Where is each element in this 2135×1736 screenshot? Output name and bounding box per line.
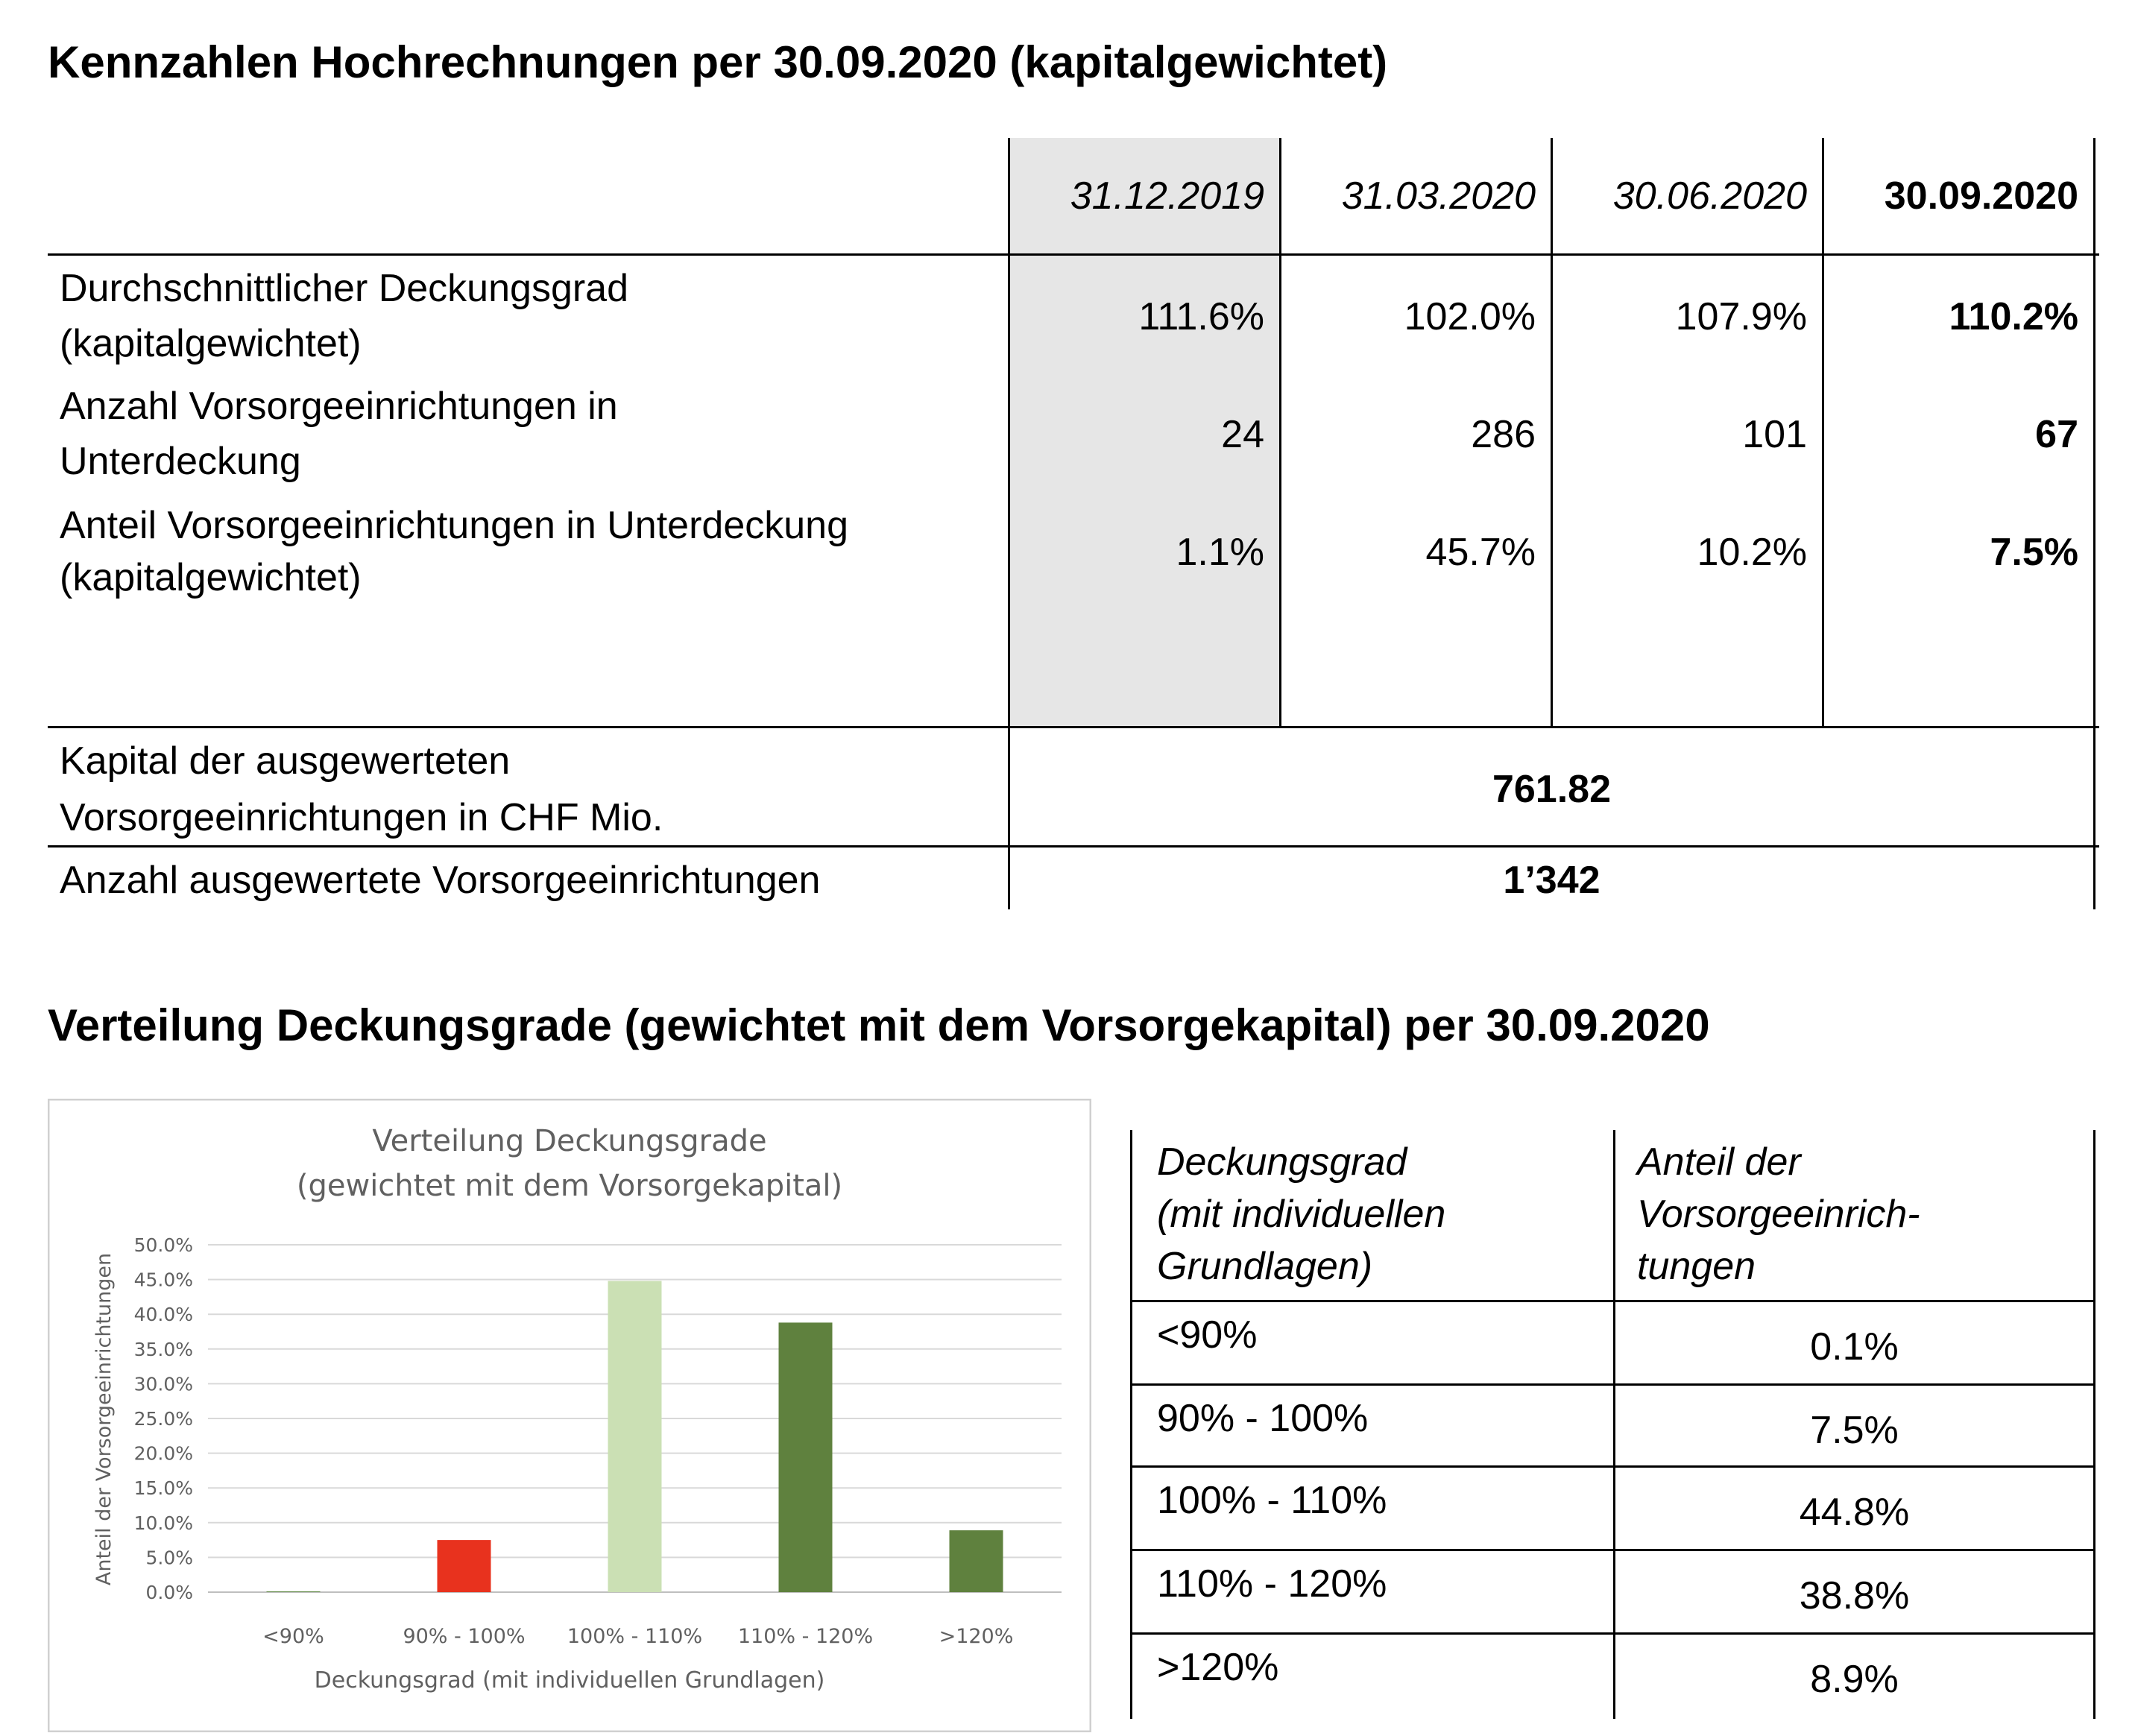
table-header-range: Deckungsgrad xyxy=(1157,1140,1407,1184)
row-label: Anteil Vorsorgeeinrichtungen in Unterdeckung xyxy=(60,504,849,547)
header-divider xyxy=(48,253,2099,256)
table-share: 7.5% xyxy=(1810,1409,1899,1452)
row-value: 111.6% xyxy=(1138,295,1264,338)
header-divider xyxy=(1130,1300,2095,1302)
chart-bar xyxy=(779,1322,833,1592)
row-value: 102.0% xyxy=(1404,295,1536,338)
chart-y-tick-label: 30.0% xyxy=(133,1373,193,1395)
chart-title: Verteilung Deckungsgrade xyxy=(372,1124,767,1158)
anzahl-value: 1’342 xyxy=(1503,859,1601,902)
chart-x-tick-label: >120% xyxy=(939,1625,1014,1648)
row-divider xyxy=(1130,1549,2095,1551)
date-header: 30.06.2020 xyxy=(1612,174,1807,218)
chart-y-tick-label: 5.0% xyxy=(145,1547,193,1569)
row-value: 10.2% xyxy=(1697,531,1807,574)
chart-y-tick-label: 45.0% xyxy=(133,1269,193,1291)
table-range: 90% - 100% xyxy=(1157,1397,1369,1440)
distribution-chart xyxy=(48,1099,1091,1734)
row-divider xyxy=(1130,1632,2095,1635)
chart-x-axis-label: Deckungsgrad (mit individuellen Grundlagen) xyxy=(314,1667,825,1694)
chart-x-tick-label: 100% - 110% xyxy=(567,1625,703,1648)
chart-bar xyxy=(267,1591,321,1592)
chart-bar xyxy=(950,1530,1003,1592)
table-header-share: tungen xyxy=(1637,1245,1756,1288)
table-share: 8.9% xyxy=(1810,1658,1899,1701)
row-divider xyxy=(48,845,2099,848)
vline xyxy=(1279,138,1281,727)
date-header-current: 30.09.2020 xyxy=(1884,174,2078,218)
table-range: <90% xyxy=(1157,1313,1258,1357)
table-header-share: Vorsorgeeinrich- xyxy=(1637,1193,1920,1236)
row-value: 286 xyxy=(1471,413,1536,456)
table-share: 38.8% xyxy=(1799,1574,1910,1617)
chart-y-tick-label: 50.0% xyxy=(133,1234,193,1256)
row-label: (kapitalgewichtet) xyxy=(60,556,362,599)
table-header-share: Anteil der xyxy=(1637,1140,1801,1184)
chart-y-tick-label: 10.0% xyxy=(133,1512,193,1534)
chart-y-axis-label: Anteil der Vorsorgeeinrichtungen xyxy=(92,1252,116,1586)
row-value: 107.9% xyxy=(1675,295,1807,338)
row-value-current: 110.2% xyxy=(1949,295,2078,338)
row-divider xyxy=(1130,1383,2095,1386)
date-header: 31.12.2019 xyxy=(1070,174,1264,218)
row-label: Durchschnittlicher Deckungsgrad xyxy=(60,267,629,310)
chart-y-tick-label: 0.0% xyxy=(145,1582,193,1603)
vline xyxy=(1130,1130,1132,1719)
table-range: >120% xyxy=(1157,1646,1279,1689)
chart-x-tick-label: 90% - 100% xyxy=(403,1625,526,1648)
vline xyxy=(1551,138,1553,727)
row-label: Anzahl Vorsorgeeinrichtungen in xyxy=(60,385,618,428)
row-value: 24 xyxy=(1221,413,1264,456)
verteilung-title: Verteilung Deckungsgrade (gewichtet mit dem Vorsorgekapital) per 30.09.2020 xyxy=(48,1000,1710,1050)
vline xyxy=(2093,138,2095,909)
row-label: Unterdeckung xyxy=(60,440,301,483)
table-header-range: (mit individuellen xyxy=(1157,1193,1446,1236)
section-divider xyxy=(48,726,2099,728)
chart-y-tick-label: 40.0% xyxy=(133,1304,193,1326)
row-divider xyxy=(1130,1465,2095,1468)
row-label: (kapitalgewichtet) xyxy=(60,322,362,365)
chart-svg xyxy=(48,1099,1091,1732)
chart-bar xyxy=(438,1540,491,1592)
table-share: 0.1% xyxy=(1810,1325,1899,1369)
table-range: 110% - 120% xyxy=(1157,1562,1387,1606)
table-range: 100% - 110% xyxy=(1157,1479,1387,1522)
chart-y-tick-label: 15.0% xyxy=(133,1477,193,1500)
vline xyxy=(1822,138,1824,727)
kapital-value: 761.82 xyxy=(1492,768,1612,811)
chart-y-tick-label: 25.0% xyxy=(133,1408,193,1430)
row-value: 101 xyxy=(1742,413,1807,456)
kapital-label: Kapital der ausgewerteten xyxy=(60,739,511,783)
vline xyxy=(2093,1130,2095,1719)
kapital-label: Vorsorgeeinrichtungen in CHF Mio. xyxy=(60,796,663,839)
date-header: 31.03.2020 xyxy=(1341,174,1536,218)
table-share: 44.8% xyxy=(1799,1491,1910,1534)
row-value-current: 67 xyxy=(2035,413,2078,456)
table-header-range: Grundlagen) xyxy=(1157,1245,1373,1288)
kennzahlen-title: Kennzahlen Hochrechnungen per 30.09.2020 (kapitalgewichtet) xyxy=(48,37,1388,87)
chart-y-tick-label: 20.0% xyxy=(133,1442,193,1465)
row-value: 1.1% xyxy=(1176,531,1264,574)
chart-y-tick-label: 35.0% xyxy=(133,1338,193,1360)
chart-bar xyxy=(608,1281,662,1592)
row-value-current: 7.5% xyxy=(1990,531,2078,574)
chart-subtitle: (gewichtet mit dem Vorsorgekapital) xyxy=(296,1169,843,1203)
chart-x-tick-label: 110% - 120% xyxy=(737,1625,874,1648)
chart-x-tick-label: <90% xyxy=(262,1625,324,1648)
anzahl-label: Anzahl ausgewertete Vorsorgeeinrichtungen xyxy=(60,859,821,902)
row-value: 45.7% xyxy=(1425,531,1536,574)
